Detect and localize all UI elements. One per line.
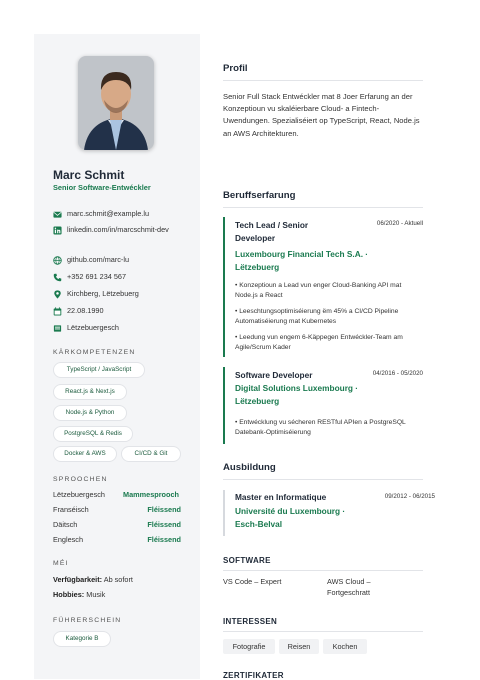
skill-tag: Node.js & Python xyxy=(53,405,127,421)
availability-value: Ab sofort xyxy=(103,575,133,584)
availability-key: Verfügbarkeit: xyxy=(53,575,103,584)
language-name: Englesch xyxy=(53,535,84,544)
job-date: 06/2020 - Aktuell xyxy=(376,220,423,227)
language-row xyxy=(53,535,181,546)
profile-photo xyxy=(78,56,154,150)
skill-tag: React.js & Next.js xyxy=(53,384,127,400)
interest-pill: Kochen xyxy=(323,639,367,654)
contact-birthdate xyxy=(53,306,195,317)
language-row xyxy=(53,505,181,516)
language-level: Mammesprooch xyxy=(123,490,179,499)
education-entry xyxy=(223,490,435,536)
language-name: Lëtzebuergesch xyxy=(53,490,105,499)
education-school: Université du Luxembourg · Esch-Belval xyxy=(235,506,346,529)
bullet-text: Leeschtungsoptimiséierung ëm 45% a CI/CD Pipeline Automatiséierung mat Kubernetes xyxy=(235,308,399,325)
skill-tag: CI/CD & Git xyxy=(121,446,181,462)
contact-email[interactable] xyxy=(53,209,195,220)
mail-icon xyxy=(53,210,62,219)
education-date: 09/2012 - 06/2015 xyxy=(384,493,435,500)
certificates-heading: ZERTIFIKATER xyxy=(223,671,284,680)
interest-pill: Reisen xyxy=(279,639,319,654)
flag-icon xyxy=(53,324,62,333)
language-row xyxy=(53,490,179,501)
sidebar xyxy=(34,34,200,679)
skill-tag: PostgreSQL & Redis xyxy=(53,426,133,442)
hobbies-key: Hobbies: xyxy=(53,590,85,599)
language-level: Fléissend xyxy=(147,520,181,529)
hobbies-row xyxy=(53,590,105,599)
job-bullet: • Konzeptioun a Lead vun enger Cloud-Banking API mat Node.js a React xyxy=(235,282,402,299)
language-name: Franséisch xyxy=(53,505,89,514)
candidate-name: Marc Schmit xyxy=(53,168,125,182)
divider xyxy=(223,479,423,480)
job-bullet: • Entwécklung vu sécheren RESTful APIen a PostgreSQL Datebank-Optimiséierung xyxy=(235,419,406,436)
calendar-icon xyxy=(53,307,62,316)
job-bullet: • Leeschtungsoptimiséierung ëm 45% a CI/CD Pipeline Automatiséierung mat Kubernetes xyxy=(235,308,399,325)
globe-icon xyxy=(53,256,62,265)
software-heading: SOFTWARE xyxy=(223,556,271,565)
job-accent-bar xyxy=(223,367,225,444)
languages-heading: SPROOCHEN xyxy=(53,476,108,483)
interests-heading: INTERESSEN xyxy=(223,617,278,626)
divider xyxy=(223,570,423,571)
interest-pill: Fotografie xyxy=(223,639,275,654)
education-heading: Ausbildung xyxy=(223,462,276,473)
skill-tag: Docker & AWS xyxy=(53,446,117,462)
language-level: Fléissend xyxy=(147,535,181,544)
language-level: Fléissend xyxy=(147,505,181,514)
divider xyxy=(223,631,423,632)
contact-github[interactable] xyxy=(53,255,195,266)
divider xyxy=(223,80,423,81)
linkedin-icon xyxy=(53,226,62,235)
language-row xyxy=(53,520,181,531)
contact-nationality xyxy=(53,323,195,334)
contact-phone[interactable] xyxy=(53,272,195,283)
software-item: VS Code – Expert xyxy=(223,577,282,586)
main-content xyxy=(223,34,435,680)
cv-page xyxy=(34,34,436,679)
job-entry xyxy=(223,367,423,444)
linkedin-text: linkedin.com/in/marcschmit-dev xyxy=(67,225,169,234)
phone-icon xyxy=(53,273,62,282)
skills-heading: KÄRKOMPETENZEN xyxy=(53,349,136,356)
education-accent-bar xyxy=(223,490,225,536)
job-date: 04/2016 - 05/2020 xyxy=(372,370,423,377)
education-title: Master en Informatique xyxy=(235,492,327,502)
bullet-text: Konzeptioun a Lead vun enger Cloud-Banking API mat Node.js a React xyxy=(235,282,402,299)
email-text: marc.schmit@example.lu xyxy=(67,209,150,218)
divider xyxy=(223,207,423,208)
hobbies-value: Musik xyxy=(86,590,106,599)
profile-text: Senior Full Stack Entwéckler mat 8 Joer Erfarung an der Konzeptioun vu skaléierbare Cloud- a Fintech-Uwendungen. Spezialiséiert op TypeScript, React, Node.js an AWS Architekturen. xyxy=(223,92,420,138)
contact-linkedin[interactable] xyxy=(53,225,195,247)
location-icon xyxy=(53,290,62,299)
github-text: github.com/marc-lu xyxy=(67,255,130,264)
software-item: AWS Cloud – Fortgeschratt xyxy=(327,577,371,597)
phone-text: +352 691 234 567 xyxy=(67,272,127,281)
job-title: Software Developer xyxy=(235,370,313,380)
job-company: Luxembourg Financial Tech S.A. · Lëtzebuerg xyxy=(235,249,369,272)
candidate-role: Senior Software-Entwéckler xyxy=(53,183,151,192)
job-title: Tech Lead / Senior Developer xyxy=(235,220,309,243)
skill-tag: TypeScript / JavaScript xyxy=(53,362,145,378)
job-bullet: • Leedung vun engem 6-Käppegen Entwéckler-Team am Agile/Scrum Kader xyxy=(235,334,403,351)
profile-heading: Profil xyxy=(223,63,248,74)
job-entry xyxy=(223,217,423,357)
language-name: Däitsch xyxy=(53,520,78,529)
experience-heading: Beruffserfarung xyxy=(223,190,296,201)
contact-location xyxy=(53,289,195,300)
license-heading: FÜHRERSCHEIN xyxy=(53,617,122,624)
location-text: Kirchberg, Lëtzebuerg xyxy=(67,289,139,298)
bullet-text: Leedung vun engem 6-Käppegen Entwéckler-Team am Agile/Scrum Kader xyxy=(235,334,403,351)
availability-row xyxy=(53,575,133,584)
job-company: Digital Solutions Luxembourg · Lëtzebuerg xyxy=(235,383,359,406)
nationality-text: Lëtzebuergesch xyxy=(67,323,119,332)
birthdate-text: 22.08.1990 xyxy=(67,306,104,315)
license-tag: Kategorie B xyxy=(53,631,111,647)
bullet-text: Entwécklung vu sécheren RESTful APIen a PostgreSQL Datebank-Optimiséierung xyxy=(235,419,406,436)
job-accent-bar xyxy=(223,217,225,357)
more-heading: MÉI xyxy=(53,560,69,567)
